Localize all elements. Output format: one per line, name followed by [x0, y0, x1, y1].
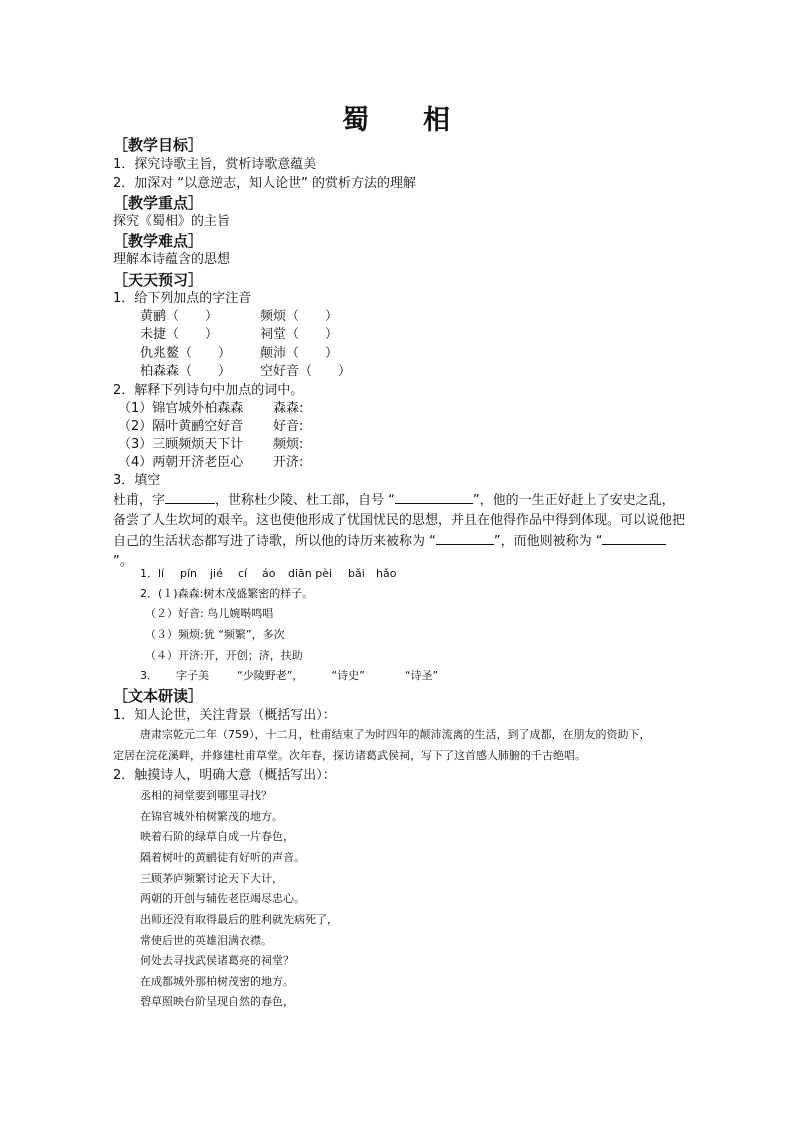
- title-char-2: 相: [423, 105, 452, 136]
- fill-blank-hao[interactable]: [395, 490, 473, 504]
- section-focus-heading: ［教学重点］: [113, 194, 204, 212]
- pinyin-answer: bǎi: [348, 567, 365, 580]
- pinyin-item: 空好音（ ）: [260, 364, 352, 379]
- preview-q1: 1．给下列加点的字注音: [113, 291, 252, 306]
- pinyin-row: [140, 363, 351, 381]
- explain-word: 好音:: [273, 419, 304, 434]
- translation-line: 隔着树叶的黄鹂徒有好听的声音。: [140, 851, 305, 864]
- explain-row: [118, 436, 303, 454]
- explain-word: 开济:: [273, 455, 304, 470]
- study-q1-text: 定居在浣花溪畔，并修建杜甫草堂。次年春，探访诸葛武侯祠，写下了这首感人肺腑的千古绝唱。: [113, 749, 586, 762]
- fill-blank-zi[interactable]: [165, 490, 215, 504]
- preview-q3: 3．填空: [113, 473, 161, 488]
- pinyin-item: 祠堂（ ）: [260, 327, 339, 342]
- translation-line: 映着石阶的绿草自成一片春色，: [140, 830, 294, 843]
- study-q2: 2．触摸诗人，明确大意（概括写出）：: [113, 768, 336, 783]
- answer-1: [140, 566, 396, 582]
- fill-text: ”，他的一生正好赶上了安史之乱，备尝了人生坎坷的艰辛。这也使他形成了忧国忧民的思想，并且在他得作品中得到体现。可以说他把自己的生活状态都写进了诗歌，所以他的诗历来被称为 “: [113, 493, 686, 549]
- explain-line: （3）三顾频烦天下计: [118, 437, 244, 452]
- study-q1: 1．知人论世，关注背景（概括写出）：: [113, 708, 336, 723]
- section-preview-heading: ［天天预习］: [113, 271, 204, 289]
- fill-text: ”。: [113, 554, 133, 569]
- explain-row: [118, 400, 303, 418]
- translation-line: 出师还没有取得最后的胜利就先病死了，: [140, 913, 338, 926]
- pinyin-row: [140, 345, 338, 363]
- answer-3-item: “诗圣”: [404, 669, 439, 682]
- fill-blank-shisheng[interactable]: [602, 531, 666, 545]
- pinyin-item: 黄鹂（ ）: [140, 309, 219, 324]
- goal-1: 1．探究诗歌主旨，赏析诗歌意蕴美: [113, 157, 317, 172]
- section-difficulty-heading: ［教学难点］: [113, 232, 204, 250]
- pinyin-row: [140, 326, 338, 344]
- goal-2: 2．加深对 “以意逆志，知人论世” 的赏析方法的理解: [113, 176, 417, 191]
- preview-q2: 2．解释下列诗句中加点的词中。: [113, 383, 304, 398]
- fill-text: 杜甫，字: [113, 493, 166, 508]
- answer-2: 2．(１)森森:树木茂盛繁密的样子。: [140, 587, 314, 600]
- fill-blank-shishi[interactable]: [436, 531, 494, 545]
- answer-3: [140, 668, 456, 684]
- pinyin-item: 柏森森（ ）: [140, 364, 232, 379]
- fill-text: ，世称杜少陵、杜工部，自号 “: [215, 493, 395, 508]
- translation-line: 在锦官城外柏树繁茂的地方。: [140, 810, 283, 823]
- pinyin-row: [140, 308, 338, 326]
- title-char-1: 蜀: [342, 105, 371, 136]
- answer-2-item: （２）好音: 鸟儿婉啭鸣唱: [145, 607, 274, 620]
- explain-row: [118, 454, 303, 472]
- pinyin-answer: pín: [180, 567, 198, 580]
- answer-2-item: （４）开济:开，开创；济，扶助: [145, 649, 303, 662]
- translation-line: 丞相的祠堂要到哪里寻找？: [140, 789, 272, 802]
- answer-3-label: 3．: [140, 669, 158, 682]
- section-study-heading: ［文本研读］: [113, 687, 204, 705]
- fill-in-paragraph: [113, 490, 685, 572]
- answer-3-item: “少陵野老”，: [237, 669, 304, 682]
- section-goals-heading: ［教学目标］: [113, 136, 204, 154]
- pinyin-item: 频烦（ ）: [260, 309, 339, 324]
- translation-line: 何处去寻找武侯诸葛亮的祠堂？: [140, 954, 294, 967]
- study-q1-text: 唐肃宗乾元二年（759），十二月，杜甫结束了为时四年的颠沛流离的生活，到了成都，在朋友的资助下，: [140, 728, 651, 741]
- explain-line: （2）隔叶黄鹂空好音: [118, 419, 244, 434]
- explain-line: （1）锦官城外柏森森: [118, 401, 244, 416]
- answer-3-item: “诗史”: [331, 669, 365, 682]
- translation-line: 常使后世的英雄泪满衣襟。: [140, 934, 272, 947]
- pinyin-item: 颠沛（ ）: [260, 346, 339, 361]
- pinyin-answer: cí: [238, 567, 248, 580]
- pinyin-answer: diān pèi: [288, 567, 333, 580]
- pinyin-item: 仇兆鳌（ ）: [140, 346, 232, 361]
- pinyin-answer: jié: [210, 567, 223, 580]
- explain-row: [118, 418, 303, 436]
- page-title: [0, 98, 794, 137]
- answer-3-item: 字子美: [176, 669, 209, 682]
- explain-line: （4）两朝开济老臣心: [118, 455, 244, 470]
- answer-2-item: （３）频烦:犹 “频繁”，多次: [145, 628, 285, 641]
- difficulty-text: 理解本诗蕴含的思想: [113, 252, 231, 267]
- translation-line: 两朝的开创与辅佐老臣竭尽忠心。: [140, 892, 305, 905]
- explain-word: 森森:: [273, 401, 304, 416]
- pinyin-answer: hǎo: [376, 567, 397, 580]
- translation-line: 在成都城外那柏树茂密的地方。: [140, 975, 294, 988]
- pinyin-item: 未捷（ ）: [140, 327, 219, 342]
- fill-text: ”，而他则被称为 “: [493, 534, 603, 549]
- translation-line: 三顾茅庐频繁讨论天下大计，: [140, 872, 283, 885]
- explain-word: 频烦:: [273, 437, 304, 452]
- pinyin-answer: áo: [262, 567, 276, 580]
- pinyin-answer: 1．lí: [140, 567, 165, 580]
- focus-text: 探究《蜀相》的主旨: [113, 214, 231, 229]
- translation-line: 碧草照映台阶呈现自然的春色，: [140, 995, 294, 1008]
